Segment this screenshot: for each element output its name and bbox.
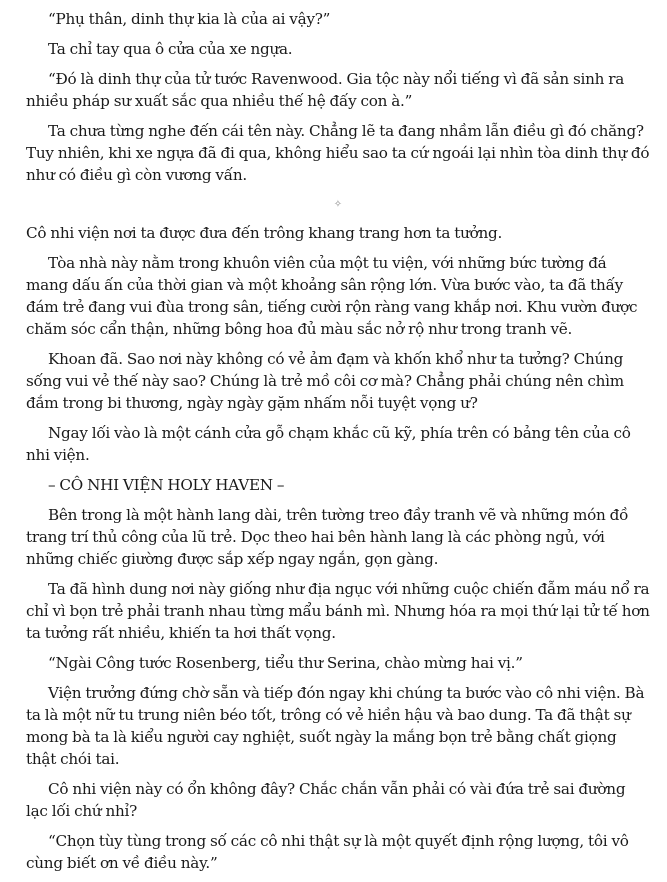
paragraph: Ta chỉ tay qua ô cửa của xe ngựa. bbox=[48, 40, 293, 58]
section-divider bbox=[26, 194, 650, 216]
paragraph: Ta đã hình dung nơi này giống như địa ngục với những cuộc chiến đẫm máu nổ ra chỉ vì bọn trẻ phải tranh nhau từng mẩu bánh mì. Nhưng hóa ra mọi thứ lại tử tế hơn ta tưởng rất nhiều, khiến ta hơi thất vọng. bbox=[26, 580, 650, 642]
paragraph: “Chọn tùy tùng trong số các cô nhi thật sự là một quyết định rộng lượng, tôi vô cùng biết ơn về điều này.” bbox=[26, 832, 629, 872]
paragraph: Ngay lối vào là một cánh cửa gỗ chạm khắc cũ kỹ, phía trên có bảng tên của cô nhi viện. bbox=[26, 424, 631, 464]
divider-ornament-icon: ✧ bbox=[333, 199, 343, 210]
paragraph: Khoan đã. Sao nơi này không có vẻ ảm đạm và khốn khổ như ta tưởng? Chúng sống vui vẻ thế này sao? Chúng là trẻ mồ côi cơ mà? Chẳng phải chúng nên chìm đắm trong bi thương, ngày ngày gặm nhấm nỗi tuyệt vọng ư? bbox=[26, 350, 624, 412]
paragraph: Viện trưởng đứng chờ sẵn và tiếp đón ngay khi chúng ta bước vào cô nhi viện. Bà ta là một nữ tu trung niên béo tốt, trông có vẻ hiền hậu và bao dung. Ta đã thật sự mong bà ta là kiểu người cay nghiệt, suốt ngày la mắng bọn trẻ bằng chất giọng thật chói tai. bbox=[26, 684, 645, 768]
document-page bbox=[26, 8, 650, 882]
paragraph: Ta chưa từng nghe đến cái tên này. Chẳng lẽ ta đang nhầm lẫn điều gì đó chăng? Tuy nhiên, khi xe ngựa đã đi qua, không hiểu sao ta cứ ngoái lại nhìn tòa dinh thự đó như có điều gì còn vương vấn. bbox=[26, 122, 650, 184]
paragraph: Tòa nhà này nằm trong khuôn viên của một tu viện, với những bức tường đá mang dấu ấn của thời gian và một khoảng sân rộng lớn. Vừa bước vào, ta đã thấy đám trẻ đang vui đùa trong sân, tiếng cười rộn ràng vang khắp nơi. Khu vườn được chăm sóc cẩn thận, những bông hoa đủ màu sắc nở rộ như trong tranh vẽ. bbox=[26, 254, 638, 338]
section-opening-paragraph: Cô nhi viện nơi ta được đưa đến trông khang trang hơn ta tưởng. bbox=[26, 224, 503, 242]
paragraph: “Ngài Công tước Rosenberg, tiểu thư Serina, chào mừng hai vị.” bbox=[48, 654, 523, 672]
paragraph: Cô nhi viện này có ổn không đây? Chắc chắn vẫn phải có vài đứa trẻ sai đường lạc lối chứ nhỉ? bbox=[26, 780, 626, 820]
paragraph: “Phụ thân, dinh thự kia là của ai vậy?” bbox=[48, 10, 331, 28]
paragraph: “Đó là dinh thự của tử tước Ravenwood. Gia tộc này nổi tiếng vì đã sản sinh ra nhiều pháp sư xuất sắc qua nhiều thế hệ đấy con à.” bbox=[26, 70, 625, 110]
paragraph: Bên trong là một hành lang dài, trên tường treo đầy tranh vẽ và những món đồ trang trí thủ công của lũ trẻ. Dọc theo hai bên hành lang là các phòng ngủ, với những chiếc giường được sắp xếp ngay ngắn, gọn gàng. bbox=[26, 506, 629, 568]
orphanage-sign-text: – CÔ NHI VIỆN HOLY HAVEN – bbox=[48, 476, 285, 494]
